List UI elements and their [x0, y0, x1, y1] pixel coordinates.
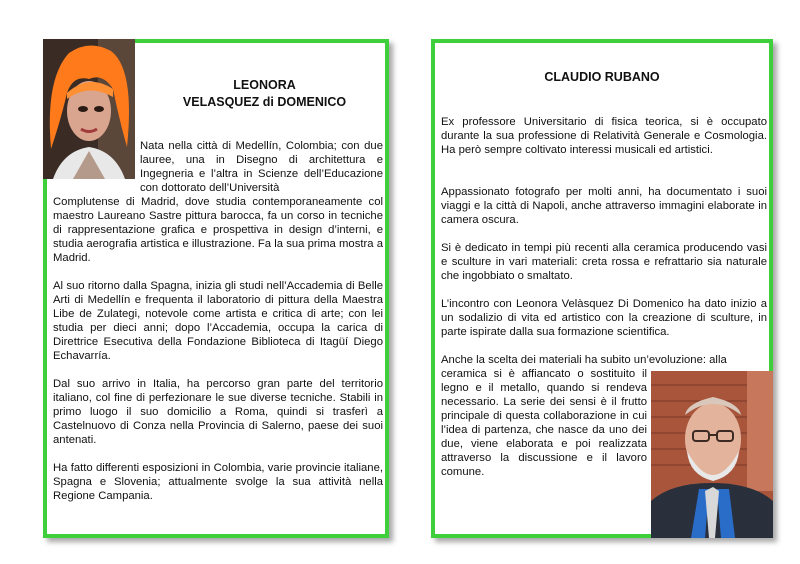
fotografo-paragraph: Appassionato fotografo per molti anni, ha documentato i suoi viaggi e la città di Napoli, anche attraverso immagini elaborate in camera oscura.	[441, 186, 767, 226]
incontro-paragraph: L’incontro con Leonora Velàsquez Di Domenico ha dato inizio a un sodalizio di vita ed artistico con la creazione di sculture, in parte ispirate dalla sua formazione scientifica.	[441, 298, 767, 338]
claudio-portrait-photo	[651, 371, 773, 538]
leonora-name-heading	[142, 77, 387, 111]
claudio-name-heading: CLAUDIO RUBANO	[544, 70, 660, 84]
materiali-paragraph-part1: Anche la scelta dei materiali ha subito un’evoluzione: alla	[441, 354, 727, 366]
esposizioni-paragraph: Ha fatto differenti esposizioni in Colombia, varie provincie italiane, Spagna e Slovenia; attualmente svolge la sua attività nella Regione Campania.	[53, 462, 383, 502]
intro-paragraph-part2: Complutense di Madrid, dove studia contemporaneamente col maestro Laureano Sastre pittura barocca, fa un corso in tecniche di rappresentazione grafica e prospettiva in design d’interni, e studia aerografia artistica e illustrazione. Fa la sua prima mostra a Madrid.	[53, 196, 383, 264]
right-biography-panel	[431, 39, 773, 538]
professore-paragraph: Ex professore Universitario di fisica teorica, si è occupato durante la sua professione di Relatività Generale e Cosmologia. Ha però sempre coltivato interessi musicali ed artistici.	[441, 116, 767, 156]
name-line-1: LEONORA	[233, 78, 296, 92]
ceramica-paragraph: Si è dedicato in tempi più recenti alla ceramica producendo vasi e sculture in vari materiali: creta rossa e refrattario sia naturale che ingobbiato o smaltato.	[441, 242, 767, 282]
materiali-paragraph-part2: ceramica si è affiancato o sostituito il legno e il metallo, quando si rendeva necessario. La serie dei sensi è il frutto principale di questa collaborazione in cui l’idea di partenza, che nasce da uno dei due, viene elaborata e poi realizzata attraverso la discussione e il lavoro comune.	[441, 368, 647, 478]
left-biography-panel	[43, 39, 389, 538]
name-line-2: VELASQUEZ di DOMENICO	[182, 95, 347, 109]
intro-paragraph-part1: Nata nella città di Medellín, Colombia; con due lauree, una in Disegno di architettura e Ingegneria e l’altra in Scienze dell’Educazione con dottorato dell’Università	[140, 140, 383, 194]
accademia-paragraph: Al suo ritorno dalla Spagna, inizia gli studi nell’Accademia di Belle Arti di Medellín e frequenta il laboratorio di pittura della Maestra Libe de Zulategi, notevole come artista e critica di arte; con lei studia per dieci anni; dopo l’Accademia, occupa la carica di Direttrice Esecutiva della Fondazione Biblioteca di Itagüí Diego Echavarría.	[53, 280, 383, 362]
leonora-portrait-photo	[43, 39, 135, 179]
italia-paragraph: Dal suo arrivo in Italia, ha percorso gran parte del territorio italiano, col fine di perfezionare le sue diverse tecniche. Stabili in primo luogo il suo domicilio a Roma, quindi si trasferì a Castelnuovo di Conza nella Provincia di Salerno, paese dei suoi antenati.	[53, 378, 383, 446]
